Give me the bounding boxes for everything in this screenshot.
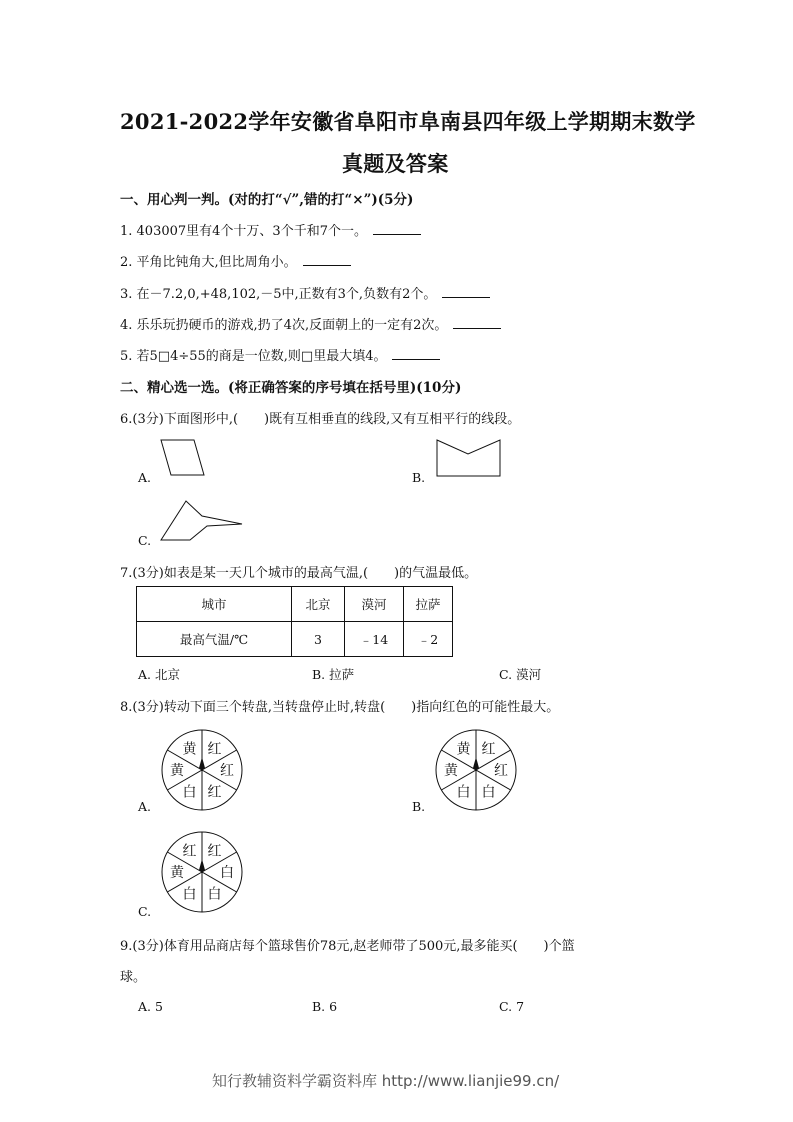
question-1 bbox=[120, 220, 421, 239]
temperature-table bbox=[136, 586, 453, 657]
table-row bbox=[137, 622, 453, 657]
spinner-sector-label: 红 bbox=[481, 741, 496, 758]
answer-blank[interactable] bbox=[442, 296, 490, 298]
table-header-cell: 城市 bbox=[137, 587, 292, 622]
spinner-sector-label: 白 bbox=[182, 784, 197, 801]
spinner-a bbox=[160, 728, 244, 812]
spinner-sector-label: 红 bbox=[182, 843, 197, 860]
spinner-pointer bbox=[473, 757, 479, 770]
question-7-text: 7.(3分)如表是某一天几个城市的最高气温,( )的气温最低。 bbox=[120, 566, 478, 581]
doc-title-line1: 2021-2022学年安徽省阜阳市阜南县四年级上学期期末数学 bbox=[120, 109, 696, 134]
spinner-sector-label: 白 bbox=[456, 784, 471, 801]
q9-option-a: A. 5 bbox=[138, 999, 163, 1014]
spinner-sector-label: 黄 bbox=[444, 763, 458, 779]
spinner-sector-label: 白 bbox=[182, 886, 197, 903]
question-3 bbox=[120, 283, 490, 302]
q6-parallelogram-figure bbox=[158, 436, 208, 480]
question-5 bbox=[120, 345, 440, 364]
question-4 bbox=[120, 314, 501, 333]
spinner-sector-label: 黄 bbox=[182, 741, 197, 758]
section1-heading: 一、用心判一判。(对的打“√”,错的打“×”)(5分) bbox=[120, 192, 414, 208]
answer-blank[interactable] bbox=[303, 264, 351, 266]
answer-blank[interactable] bbox=[373, 233, 421, 235]
spinner-sector-label: 黄 bbox=[456, 741, 471, 758]
question-5-text: 5. 若5□4÷55的商是一位数,则□里最大填4。 bbox=[120, 349, 387, 364]
spinner-sector-label: 白 bbox=[481, 784, 496, 801]
spinner-b bbox=[434, 728, 518, 812]
question-1-text: 1. 403007里有4个十万、3个千和7个一。 bbox=[120, 224, 367, 239]
spinner-sector-label: 白 bbox=[220, 865, 234, 881]
table-header-cell: 漠河 bbox=[345, 587, 404, 622]
q6-option-c-label: C. bbox=[138, 533, 152, 548]
table-header-row bbox=[137, 587, 453, 622]
footer-watermark: 知行教辅资料学霸资料库 http://www.lianjie99.cn/ bbox=[212, 1072, 560, 1090]
spinner-pointer bbox=[199, 757, 205, 770]
table-header-cell: 北京 bbox=[292, 587, 345, 622]
question-9-text-line1: 9.(3分)体育用品商店每个篮球售价78元,赵老师带了500元,最多能买( )个篮 bbox=[120, 939, 575, 954]
spinner-pointer bbox=[199, 859, 205, 872]
q6-option-a-label: A. bbox=[138, 470, 152, 485]
spinner-sector-label: 红 bbox=[207, 741, 222, 758]
q9-option-b: B. 6 bbox=[312, 999, 338, 1014]
q7-option-b: B. 拉萨 bbox=[312, 667, 355, 682]
table-cell: 3 bbox=[292, 622, 345, 657]
spinner-sector-label: 红 bbox=[207, 784, 222, 801]
doc-title-line2: 真题及答案 bbox=[342, 151, 449, 176]
answer-blank[interactable] bbox=[392, 358, 440, 360]
table-row-label: 最高气温/℃ bbox=[137, 622, 292, 657]
question-2 bbox=[120, 251, 351, 270]
q8-option-a-label: A. bbox=[138, 799, 152, 814]
q9-option-c: C. 7 bbox=[499, 999, 525, 1014]
spinner-sector-label: 红 bbox=[494, 763, 508, 779]
section2-heading: 二、精心选一选。(将正确答案的序号填在括号里)(10分) bbox=[120, 380, 462, 396]
spinner-c bbox=[160, 830, 244, 914]
table-cell: ﹣14 bbox=[345, 622, 404, 657]
question-4-text: 4. 乐乐玩扔硬币的游戏,扔了4次,反面朝上的一定有2次。 bbox=[120, 318, 448, 333]
spinner-sector-label: 红 bbox=[220, 763, 234, 779]
question-6-text: 6.(3分)下面图形中,( )既有互相垂直的线段,又有互相平行的线段。 bbox=[120, 412, 521, 427]
q6-notched-rectangle-figure bbox=[434, 438, 506, 480]
answer-blank[interactable] bbox=[453, 327, 501, 329]
spinner-sector-label: 黄 bbox=[170, 763, 184, 779]
q8-option-b-label: B. bbox=[412, 799, 426, 814]
q6-option-b-label: B. bbox=[412, 470, 426, 485]
spinner-sector-label: 黄 bbox=[170, 865, 184, 881]
q7-option-c: C. 漠河 bbox=[499, 667, 542, 682]
table-header-cell: 拉萨 bbox=[404, 587, 453, 622]
q6-irregular-figure bbox=[158, 498, 246, 544]
q8-option-c-label: C. bbox=[138, 904, 152, 919]
question-8-text: 8.(3分)转动下面三个转盘,当转盘停止时,转盘( )指向红色的可能性最大。 bbox=[120, 700, 560, 715]
spinner-sector-label: 白 bbox=[207, 886, 222, 903]
question-3-text: 3. 在－7.2,0,+48,102,－5中,正数有3个,负数有2个。 bbox=[120, 287, 437, 302]
table-cell: ﹣2 bbox=[404, 622, 453, 657]
question-9-text-line2: 球。 bbox=[120, 970, 147, 985]
spinner-sector-label: 红 bbox=[207, 843, 222, 860]
question-2-text: 2. 平角比钝角大,但比周角小。 bbox=[120, 255, 297, 270]
q7-option-a: A. 北京 bbox=[138, 667, 180, 682]
